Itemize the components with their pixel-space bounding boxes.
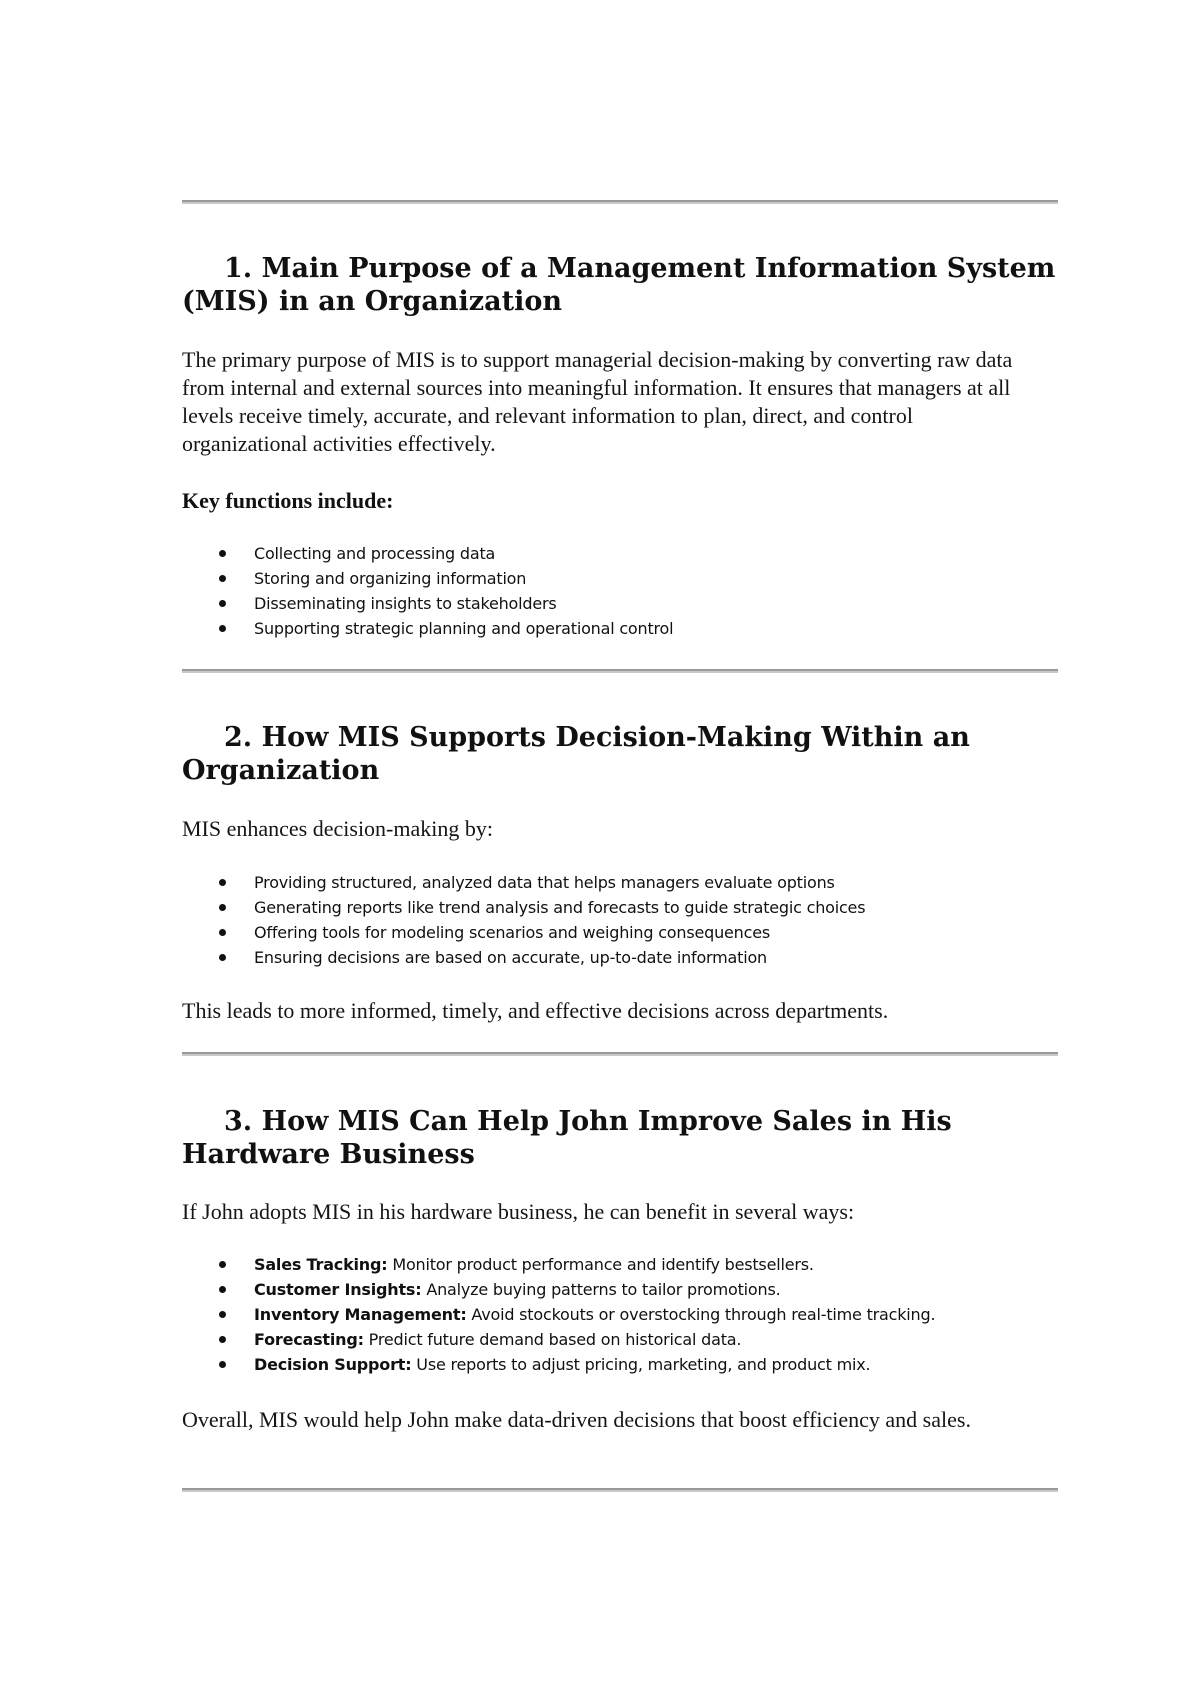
- decision-support-list: [182, 870, 1042, 970]
- bullet-icon: [219, 954, 226, 961]
- list-item: Ensuring decisions are based on accurate, up-to-date information: [182, 945, 1042, 970]
- section-2-conclusion: This leads to more informed, timely, and effective decisions across departments.: [182, 998, 889, 1023]
- bullet-icon: [219, 575, 226, 582]
- bullet-icon: [219, 625, 226, 632]
- bullet-icon: [219, 1261, 226, 1268]
- list-item: Disseminating insights to stakeholders: [182, 591, 1042, 616]
- bullet-icon: [219, 1336, 226, 1343]
- key-functions-label: Key functions include:: [182, 488, 394, 513]
- bullet-icon: [219, 904, 226, 911]
- bullet-icon: [219, 600, 226, 607]
- section-3-conclusion: Overall, MIS would help John make data-driven decisions that boost efficiency and sales.: [182, 1407, 971, 1432]
- sales-benefits-list: [182, 1252, 1042, 1377]
- horizontal-rule: [182, 200, 1058, 204]
- bullet-icon: [219, 879, 226, 886]
- list-item: Collecting and processing data: [182, 541, 1042, 566]
- section-3-heading: 3. How MIS Can Help John Improve Sales in His Hardware Business: [182, 1106, 952, 1170]
- list-item: Supporting strategic planning and operational control: [182, 616, 1042, 641]
- list-item: Customer Insights: Analyze buying patterns to tailor promotions.: [182, 1277, 1042, 1302]
- horizontal-rule: [182, 1488, 1058, 1492]
- horizontal-rule: [182, 669, 1058, 673]
- list-item: Storing and organizing information: [182, 566, 1042, 591]
- list-item: Offering tools for modeling scenarios and weighing consequences: [182, 920, 1042, 945]
- list-item: Decision Support: Use reports to adjust pricing, marketing, and product mix.: [182, 1352, 1042, 1377]
- list-item: Forecasting: Predict future demand based on historical data.: [182, 1327, 1042, 1352]
- bullet-icon: [219, 1286, 226, 1293]
- key-functions-list: [182, 541, 1042, 641]
- section-2-heading: 2. How MIS Supports Decision-Making Within an Organization: [182, 722, 970, 786]
- section-3-intro: If John adopts MIS in his hardware business, he can benefit in several ways:: [182, 1199, 855, 1224]
- bullet-icon: [219, 1311, 226, 1318]
- section-1-paragraph: The primary purpose of MIS is to support managerial decision-making by converting raw data from internal and external sources into meaningful information. It ensures that managers at all levels receive timely, accurate, and relevant information to plan, direct, and control organizational activities effectively.: [182, 347, 1013, 456]
- bullet-icon: [219, 1361, 226, 1368]
- list-item: Sales Tracking: Monitor product performance and identify bestsellers.: [182, 1252, 1042, 1277]
- list-item: Providing structured, analyzed data that helps managers evaluate options: [182, 870, 1042, 895]
- section-2-intro: MIS enhances decision-making by:: [182, 816, 493, 841]
- section-1-heading: 1. Main Purpose of a Management Information System (MIS) in an Organization: [182, 253, 1056, 317]
- bullet-icon: [219, 550, 226, 557]
- bullet-icon: [219, 929, 226, 936]
- list-item: Inventory Management: Avoid stockouts or overstocking through real-time tracking.: [182, 1302, 1042, 1327]
- horizontal-rule: [182, 1052, 1058, 1056]
- list-item: Generating reports like trend analysis and forecasts to guide strategic choices: [182, 895, 1042, 920]
